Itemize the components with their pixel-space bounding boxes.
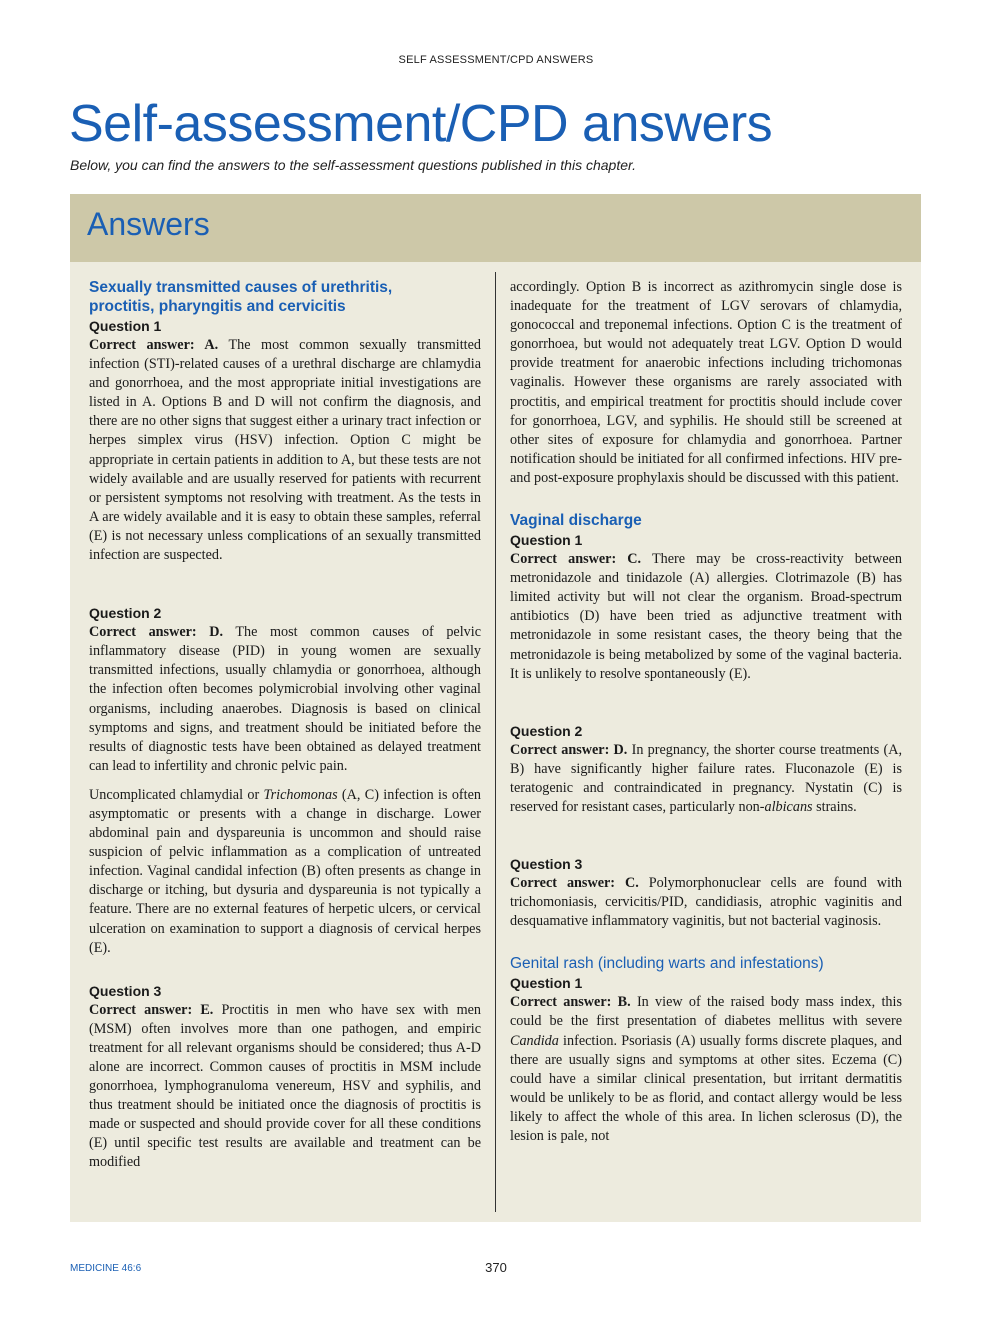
right-column	[510, 278, 902, 1146]
organism-name: Candida	[510, 1032, 559, 1049]
answer-text: There may be cross-reactivity between metronidazole and tinidazole (A) allergies. Clotrimazole (B) has limited activity but will not clear the organism. Broad-spectrum antibiotics (D) have been tried as adjunctive treatment with metronidazole in some resistant cases, the theory being that the metronidazole is being metabolized by some of the vaginal bacteria. It is unlikely to resolve spontaneously (E).	[510, 551, 903, 682]
running-head: SELF ASSESSMENT/CPD ANSWERS	[398, 54, 594, 66]
question-heading: Question 1	[89, 318, 162, 334]
left-column	[89, 278, 481, 1173]
page-subtitle: Below, you can find the answers to the self-assessment questions published in this chapter.	[70, 157, 637, 173]
answer-text: In view of the raised body mass index, this could be the first presentation of diabetes mellitus with severe	[510, 994, 902, 1030]
section-heading-text: Genital rash (including warts and infestations)	[510, 955, 824, 973]
question-heading: Question 1	[510, 975, 583, 992]
answer-label: Correct answer: C.	[510, 875, 639, 892]
answer-label: Correct answer: A.	[89, 337, 219, 353]
answers-heading: Answers	[87, 206, 210, 242]
column-divider	[495, 272, 496, 1212]
answer-paragraph	[510, 993, 902, 1146]
question-heading: Question 2	[510, 722, 583, 739]
answer-text: In pregnancy, the shorter course treatments (A, B) have significantly higher failure rates. Fluconazole (E) is teratogenic and contraindicated in pregnancy. Nystatin (C) is reserved for resistant cases, particularly non-	[510, 741, 902, 815]
question-heading: Question 2	[89, 605, 162, 622]
answer-paragraph	[510, 550, 902, 684]
answer-label: Correct answer: B.	[510, 994, 631, 1011]
answer-paragraph	[89, 1001, 481, 1173]
answers-banner	[70, 194, 921, 262]
answer-text: The most common sexually transmitted infection (STI)-related causes of a urethral discharge are chlamydia and gonorrhoea, and the most appropriate initial investigations are listed in A. Options B and D will not confirm the diagnosis, and there are no other signs that suggest either a urinary tract infection or herpes simplex virus (HSV) infection. Option C might be appropriate in certain patients in addition to A, but these tests are not widely available and are usually reserved for patients with recurrent or persistent symptoms not resolving with treatment. As the tests in A are widely available and it is easy to obtain these samples, referral (E) is not necessary unless complications of an sexually transmitted infection are suspected.	[89, 337, 481, 564]
answer-paragraph	[89, 623, 481, 776]
organism-name: Trichomonas	[263, 786, 338, 803]
answer-label: Correct answer: E.	[89, 1001, 214, 1018]
section-heading-vaginal-discharge: Vaginal discharge	[510, 512, 642, 530]
answer-label: Correct answer: C.	[510, 551, 642, 568]
organism-name: albicans	[764, 798, 813, 815]
answer-paragraph	[89, 786, 481, 958]
page-number: 370	[485, 1260, 507, 1275]
answer-text: infection. Psoriasis (A) usually forms discrete plaques, and there are usually signs and symptoms at other sites. Eczema (C) could have a similar clinical presentation, but irritant dermatitis would be unlikely to be as florid, and contact allergy would be less likely to affect the whole of this area. In lichen sclerosus (D), the lesion is pale, not	[510, 1032, 902, 1144]
answer-text: Proctitis in men who have sex with men (MSM) often involves more than one pathogen, and empiric treatment for all relevant organisms should be considered; thus A-D alone are incorrect. Common causes of proctitis in MSM include gonorrhoea, lymphogranuloma venereum, HSV and syphilis, and thus treatment should be initiated once the diagnosis of proctitis is made or suspected and should provide cover for all these conditions (E) until specific test results are available and treatment can be modified	[89, 1001, 481, 1171]
answer-text: Polymorphonuclear cells are found with trichomoniasis, cervicitis/PID, candidiasis, atrophic vaginitis and desquamative inflammatory vaginitis, but not bacterial vaginosis.	[510, 875, 902, 930]
answer-paragraph	[510, 874, 902, 931]
answer-label: Correct answer: D.	[510, 741, 628, 758]
answer-paragraph	[510, 741, 902, 817]
section-heading-genital-rash	[510, 954, 902, 973]
answer-text: The most common causes of pelvic inflammatory disease (PID) in young women are sexually transmitted infections, usually chlamydia or gonorrhoea, although the infection often becomes polymicrobial involving other vaginal organisms, including anaerobes. Diagnosis is based on clinical symptoms and signs, and treatment should be initiated before the results of diagnostic tests have been obtained as delayed treatment can lead to infertility and chronic pelvic pain.	[89, 624, 482, 774]
question-heading: Question 3	[89, 982, 162, 999]
answer-text: strains.	[812, 798, 857, 815]
page-title: Self-assessment/CPD answers	[69, 95, 773, 153]
question-heading: Question 3	[510, 856, 583, 873]
answer-label: Correct answer: D.	[89, 624, 224, 641]
answer-text: Uncomplicated chlamydial or	[89, 786, 264, 803]
section-heading-sti: Sexually transmitted causes of urethritis, proctitis, pharyngitis and cervicitis	[89, 279, 393, 315]
question-heading: Question 1	[510, 532, 583, 549]
answer-paragraph: accordingly. Option B is incorrect as azithromycin single dose is inadequate for the treatment of LGV serovars of chlamydia, gonococcal and treponemal infections. Option C is the treatment of gonorrhoea, but would not adequately treat LGV. Option D would provide treatment for anaerobic infections including trichomonas vaginalis. However these organisms are rarely associated with proctitis, and empirical treatment for proctitis should include cover for gonorrhoea, LGV, and syphilis. He should still be screened at other sites of exposure for chlamydia and gonorrhoea. Partner notification should be initiated for all confirmed infections. HIV pre- and post-exposure prophylaxis should be discussed with this patient.	[510, 279, 902, 486]
answer-paragraph	[89, 336, 481, 565]
answer-text: (A, C) infection is often asymptomatic or presents with a change in discharge. Lower abdominal pain and dyspareunia is uncommon and should raise suspicion of pelvic inflammation as a complication of untreated infection. Vaginal candidal infection (B) often presents as change in discharge or itching, but dysuria and dyspareunia is not typically a feature. There are no external features of herpetic ulcers, or cervical ulceration on examination to support a diagnosis of cervical herpes (E).	[89, 786, 481, 956]
journal-citation: MEDICINE 46:6	[70, 1263, 142, 1274]
